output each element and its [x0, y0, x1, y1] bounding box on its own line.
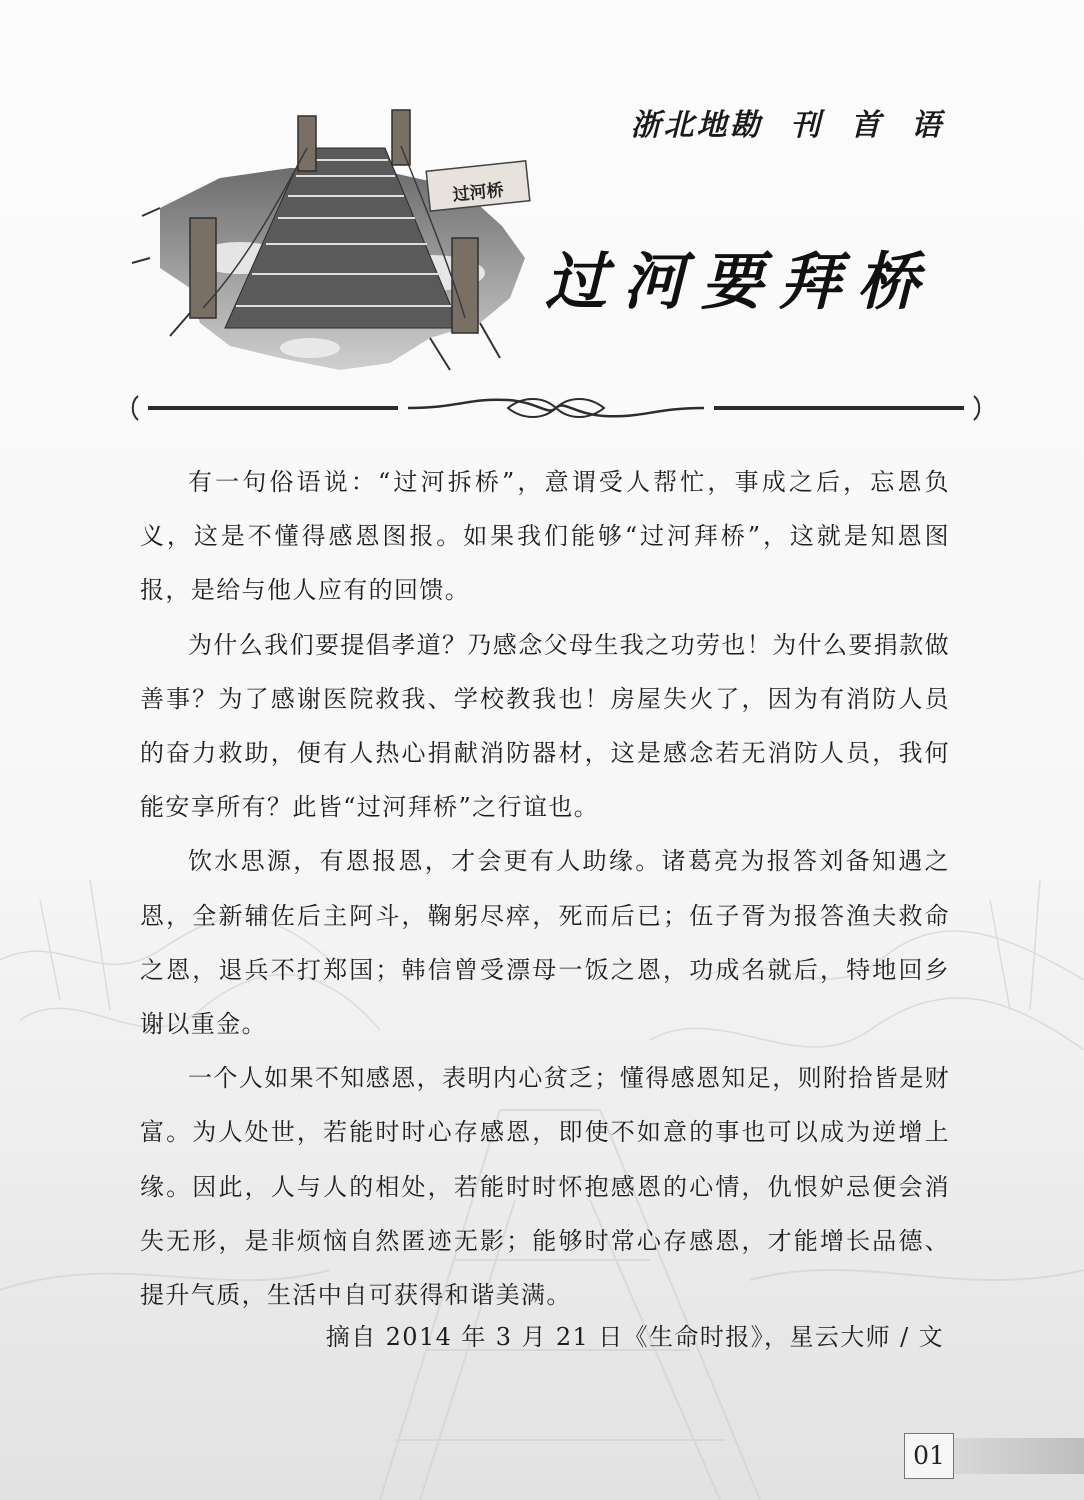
paragraph-4: 一个人如果不知感恩，表明内心贫乏；懂得感恩知足，则附拾皆是财富。为人处世，若能时时心存感恩，即使不如意的事也可以成为逆增上缘。因此，人与人的相处，若能时时怀抱感恩的心情，仇恨妒忌便会消失无形，是非烦恼自然匿迹无影；能够时常心存感恩，才能增长品德、提升气质，生活中自可获得和谐美满。 [140, 1064, 950, 1310]
article-body [140, 455, 950, 1322]
paragraph-3: 饮水思源，有恩报恩，才会更有人助缘。诸葛亮为报答刘备知遇之恩，全新辅佐后主阿斗，鞠躬尽瘁，死而后已；伍子胥为报答渔夫救命之恩，退兵不打郑国；韩信曾受漂母一饭之恩，功成名就后，特地回乡谢以重金。 [140, 847, 950, 1039]
publication-tag: 浙北地勘 刊 首 语 [630, 108, 944, 143]
article-title: 过河要拜桥 [545, 245, 936, 318]
bridge-sign-text: 过河桥 [451, 180, 505, 206]
page-number: 01 [904, 1433, 954, 1479]
bridge-illustration [130, 108, 540, 398]
paragraph-2: 为什么我们要提倡孝道？乃感念父母生我之功劳也！为什么要捐款做善事？为了感谢医院救我、学校教我也！房屋失火了，因为有消防人员的奋力救助，便有人热心捐献消防器材，这是感念若无消防人员，我何能安享所有？此皆“过河拜桥”之行谊也。 [140, 630, 950, 822]
ornamental-divider [128, 390, 984, 426]
source-attribution: 摘自 2014 年 3 月 21 日《生命时报》，星云大师 / 文 [325, 1323, 944, 1351]
page-number-tab [954, 1438, 1084, 1474]
paragraph-1: 有一句俗语说：“过河拆桥”，意谓受人帮忙，事成之后，忘恩负义，这是不懂得感恩图报。如果我们能够“过河拜桥”，这就是知恩图报，是给与他人应有的回馈。 [140, 468, 950, 605]
